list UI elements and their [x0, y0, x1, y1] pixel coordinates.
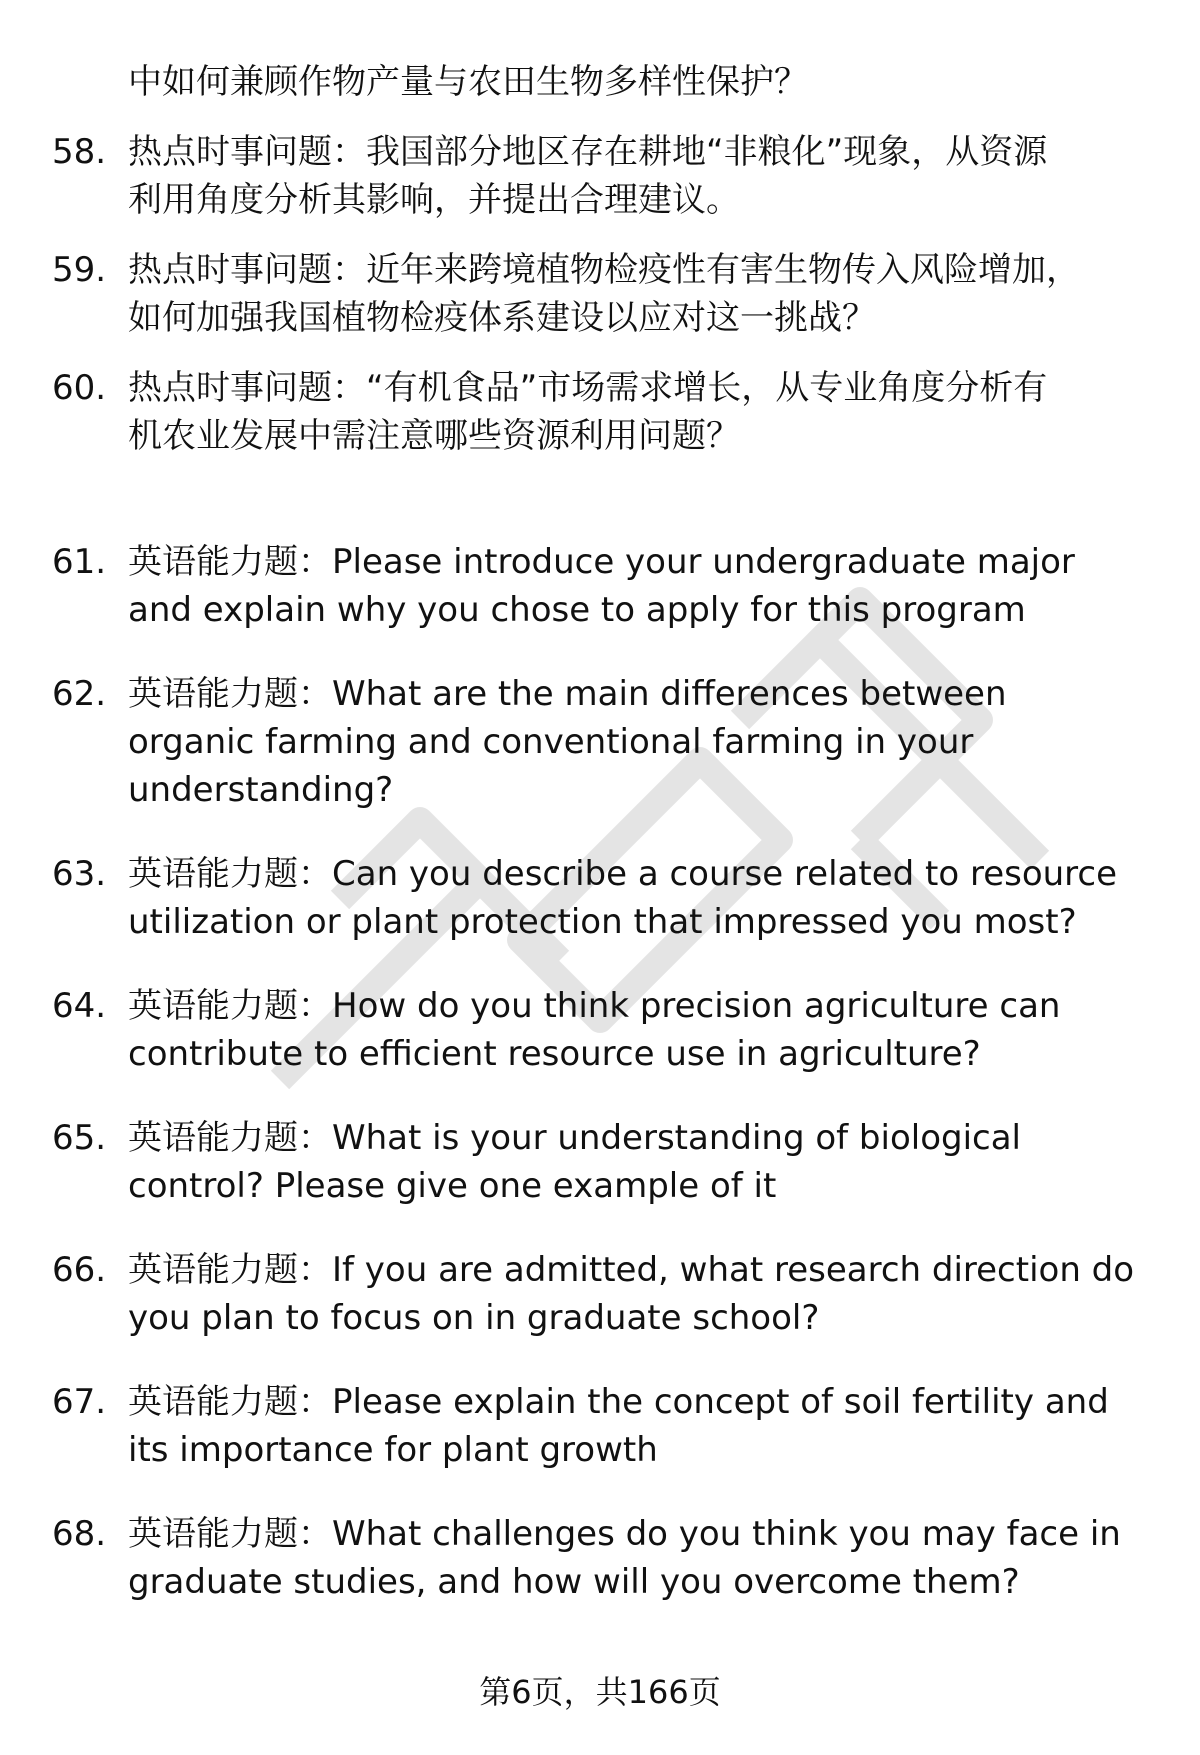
question-line: 英语能力题：Can you describe a course related to resource — [128, 854, 1118, 894]
question-number: 61. — [52, 542, 107, 582]
question-line: utilization or plant protection that impressed you most? — [128, 902, 1077, 942]
question-line: 英语能力题：Please introduce your undergraduate major — [128, 542, 1075, 582]
question-text — [128, 850, 1162, 946]
question-line: its importance for plant growth — [128, 1430, 658, 1470]
question-text — [128, 128, 1162, 224]
question-text — [128, 364, 1162, 460]
question-line: and explain why you chose to apply for this program — [128, 590, 1026, 630]
question-line: 利用角度分析其影响，并提出合理建议。 — [128, 180, 740, 220]
question-item — [52, 1378, 1162, 1474]
question-item — [52, 538, 1162, 634]
question-text — [128, 982, 1162, 1078]
question-text — [128, 1378, 1162, 1474]
question-text — [128, 246, 1162, 342]
question-item — [52, 246, 1162, 342]
question-item — [52, 670, 1162, 814]
question-number: 59. — [52, 250, 107, 290]
question-number: 64. — [52, 986, 107, 1026]
question-number: 68. — [52, 1514, 107, 1554]
question-line: contribute to efficient resource use in agriculture? — [128, 1034, 981, 1074]
question-number: 67. — [52, 1382, 107, 1422]
question-line: 英语能力题：Please explain the concept of soil fertility and — [128, 1382, 1109, 1422]
question-line: you plan to focus on in graduate school? — [128, 1298, 820, 1338]
question-line: organic farming and conventional farming in your — [128, 722, 974, 762]
question-line: 热点时事问题：“有机食品”市场需求增长，从专业角度分析有 — [128, 368, 1048, 408]
question-item — [52, 982, 1162, 1078]
question-line: 热点时事问题：我国部分地区存在耕地“非粮化”现象，从资源 — [128, 132, 1048, 172]
question-item — [52, 850, 1162, 946]
question-text — [128, 1246, 1162, 1342]
page-number-footer: 第6页，共166页 — [479, 1673, 721, 1711]
question-item — [52, 1114, 1162, 1210]
question-line: 如何加强我国植物检疫体系建设以应对这一挑战？ — [128, 298, 876, 338]
question-line: 英语能力题：What are the main differences between — [128, 674, 1007, 714]
question-line: 英语能力题：What challenges do you think you may face in — [128, 1514, 1121, 1554]
question-line: graduate studies, and how will you overcome them? — [128, 1562, 1020, 1602]
question-text — [128, 1114, 1162, 1210]
question-item — [52, 1246, 1162, 1342]
question-line: understanding? — [128, 770, 394, 810]
question-line: 英语能力题：If you are admitted, what research direction do — [128, 1250, 1135, 1290]
question-number: 65. — [52, 1118, 107, 1158]
continued-question-text: 中如何兼顾作物产量与农田生物多样性保护？ — [128, 62, 808, 102]
question-item — [52, 1510, 1162, 1606]
question-number: 58. — [52, 132, 107, 172]
question-line: 机农业发展中需注意哪些资源利用问题？ — [128, 416, 740, 456]
question-number: 63. — [52, 854, 107, 894]
question-line: 英语能力题：How do you think precision agriculture can — [128, 986, 1061, 1026]
question-number: 66. — [52, 1250, 107, 1290]
question-line: 英语能力题：What is your understanding of biological — [128, 1118, 1021, 1158]
question-number: 60. — [52, 368, 107, 408]
question-item — [52, 128, 1162, 224]
question-number: 62. — [52, 674, 107, 714]
question-text — [128, 1510, 1162, 1606]
question-item — [52, 364, 1162, 460]
question-line: control? Please give one example of it — [128, 1166, 777, 1206]
question-text — [128, 670, 1162, 814]
question-text — [128, 538, 1162, 634]
question-line: 热点时事问题：近年来跨境植物检疫性有害生物传入风险增加， — [128, 250, 1080, 290]
